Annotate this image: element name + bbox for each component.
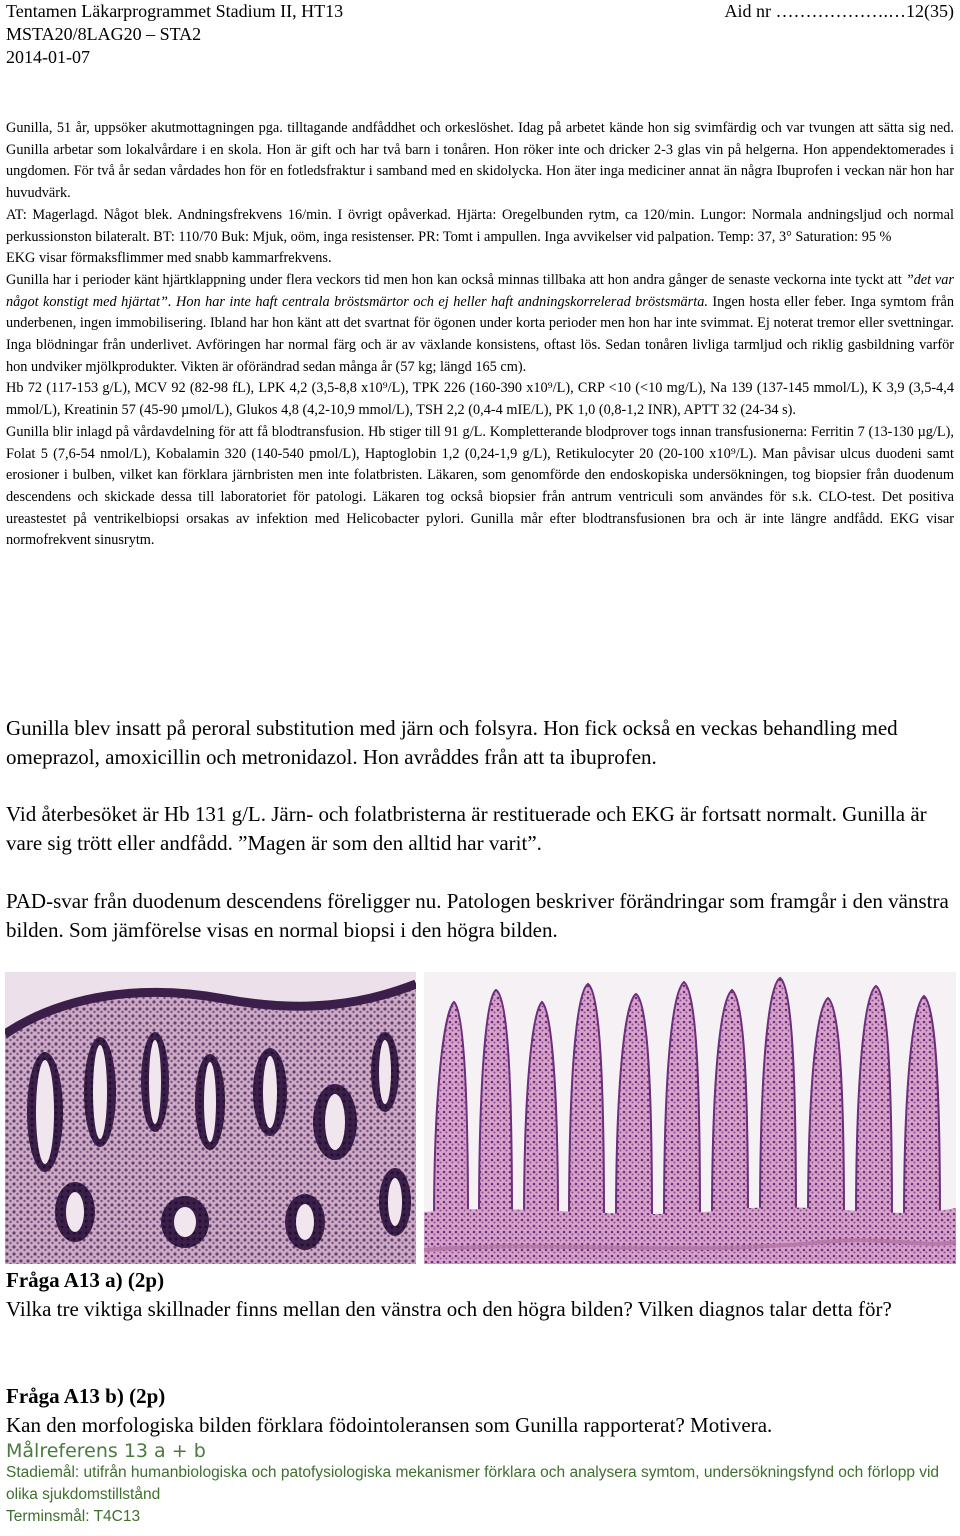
- malreferens: Målreferens 13 a + b: [6, 1440, 206, 1462]
- page-header: [6, 0, 954, 69]
- followup-pad: PAD-svar från duodenum descendens föreligger nu. Patologen beskriver förändringar som framgår i den vänstra bilden. Som jämförelse visas en normal biopsi i den högra bilden.: [6, 889, 949, 942]
- question-b-text: Kan den morfologiska bilden förklara födointoleransen som Gunilla rapporterat? Motivera.: [6, 1413, 773, 1437]
- histology-left-image: [5, 972, 416, 1264]
- question-a: [6, 1266, 954, 1324]
- aid-number: Aid nr ……………….…12(35): [724, 1, 954, 21]
- case-history: Gunilla har i perioder känt hjärtklappning under flera veckors tid men hon kan också minnas tillbaka att hon andra gånger de senaste veckorna inte tyckt att ”det var något konstigt med hjärtat”. Hon har inte haft centrala bröstsmärtor och ej heller haft andningskorrelerad bröstsmärta. Ingen hosta eller feber. Inga symtom från underbenen, ingen immobilisering. Ibland har hon känt att det svartnat för ögonen under korta perioder men hon har inte svimmat. Ej noterat tremor eller svettningar. Inga blödningar från underlivet. Avföringen har normal färg och är av växlande konsistens, oftast lös. Sedan tonåren livliga tarmljud och riklig gasbildning varför hon undviker mjölkprodukter. Vikten är oförändrad sedan många år (57 kg; längd 165 cm).: [6, 271, 954, 375]
- followup-treatment: Gunilla blev insatt på peroral substitution med järn och folsyra. Hon fick också en veckas behandling med omeprazol, amoxicillin och metronidazol. Hon avråddes från att ta ibuprofen.: [6, 716, 898, 769]
- case-labs: Hb 72 (117-153 g/L), MCV 92 (82-98 fL), LPK 4,2 (3,5-8,8 x10⁹/L), TPK 226 (160-390 x10⁹/L), CRP <10 (<10 mg/L), Na 139 (137-145 mmol/L), K 3,9 (3,5-4,4 mmol/L), Kreatinin 57 (45-90 µmol/L), Glukos 4,8 (4,2-10,9 mmol/L), TSH 2,2 (0,4-4 mIE/L), PK 1,0 (0,8-1,2 INR), APTT 32 (24-34 s).: [6, 380, 954, 419]
- terminsmal: Terminsmål: T4C13: [6, 1508, 141, 1525]
- question-a-text: Vilka tre viktiga skillnader finns mellan den vänstra och den högra bilden? Vilken diagnos talar detta för?: [6, 1297, 892, 1321]
- histology-right-image: [424, 972, 956, 1264]
- exam-date: 2014-01-07: [6, 47, 90, 67]
- case-description: [6, 118, 954, 552]
- question-b-title: Fråga A13 b) (2p): [6, 1384, 166, 1408]
- question-b: [6, 1382, 954, 1440]
- case-intro: Gunilla, 51 år, uppsöker akutmottagningen pga. tilltagande andfåddhet och orkeslöshet. Idag på arbetet kände hon sig svimfärdig och var tvungen att sätta sig ned. Gunilla arbetar som lokalvårdare i en skola. Hon är gift och har två barn i tonåren. Hon röker inte och dricker 2-3 glas vin på helgerna. Hon appendektomerades i ungdomen. För två år sedan vårdades hon för en fotledsfraktur i samband med en skidolycka. Hon äter inga mediciner annat än några Ibuprofen i veckan när hon har huvudvärk.: [6, 120, 954, 202]
- target-reference: [6, 1440, 954, 1528]
- course-code: MSTA20/8LAG20 – STA2: [6, 24, 202, 44]
- case-transfusion: Gunilla blir inlagd på vårdavdelning för att få blodtransfusion. Hb stiger till 91 g/L. Kompletterande blodprover togs innan transfusionerna: Ferritin 7 (13-130 µg/L), Folat 5 (7,6-54 nmol/L), Kobalamin 320 (140-540 pmol/L), Haptoglobin 1,2 (0,24-1,9 g/L), Retikulocyter 20 (20-100 x10⁹/L). Man påvisar ulcus duodeni samt erosioner i bulben, vilket kan förklara järnbristen men inte folatbristen. Läkaren, som genomförde den endoskopiska undersökningen, tog biopsier från duodenum descendens och skickade dessa till laboratoriet för patologi. Läkaren tog också biopsier från antrum ventriculi som användes för s.k. CLO-test. Det positiva ureastestet på ventrikelbiopsi orsakas av infektion med Helicobacter pylori. Gunilla mår efter blodtransfusionen bra och är inte längre andfådd. EKG visar normofrekvent sinusrytm.: [6, 423, 954, 549]
- stadiemal: Stadiemål: utifrån humanbiologiska och patofysiologiska mekanismer förklara och analysera symtom, undersökningsfynd och förlopp vid olika sjukdomstillstånd: [6, 1464, 940, 1503]
- question-a-title: Fråga A13 a) (2p): [6, 1268, 165, 1292]
- case-exam: AT: Magerlagd. Något blek. Andningsfrekvens 16/min. I övrigt opåverkad. Hjärta: Oregelbunden rytm, ca 120/min. Lungor: Normala andningsljud och normal perkussionston bilateralt. BT: 110/70 Buk: Mjuk, oöm, inga resistenser. PR: Tomt i ampullen. Inga avvikelser vid palpation. Temp: 37, 3° Saturation: 95 %: [6, 206, 954, 245]
- case-ekg: EKG visar förmaksflimmer med snabb kammarfrekvens.: [6, 250, 332, 267]
- followup-revisit: Vid återbesöket är Hb 131 g/L. Järn- och folatbristerna är restituerade och EKG är fortsatt normalt. Gunilla är vare sig trött eller andfådd. ”Magen är som den alltid har varit”.: [6, 802, 927, 855]
- exam-title: Tentamen Läkarprogrammet Stadium II, HT13: [6, 1, 344, 21]
